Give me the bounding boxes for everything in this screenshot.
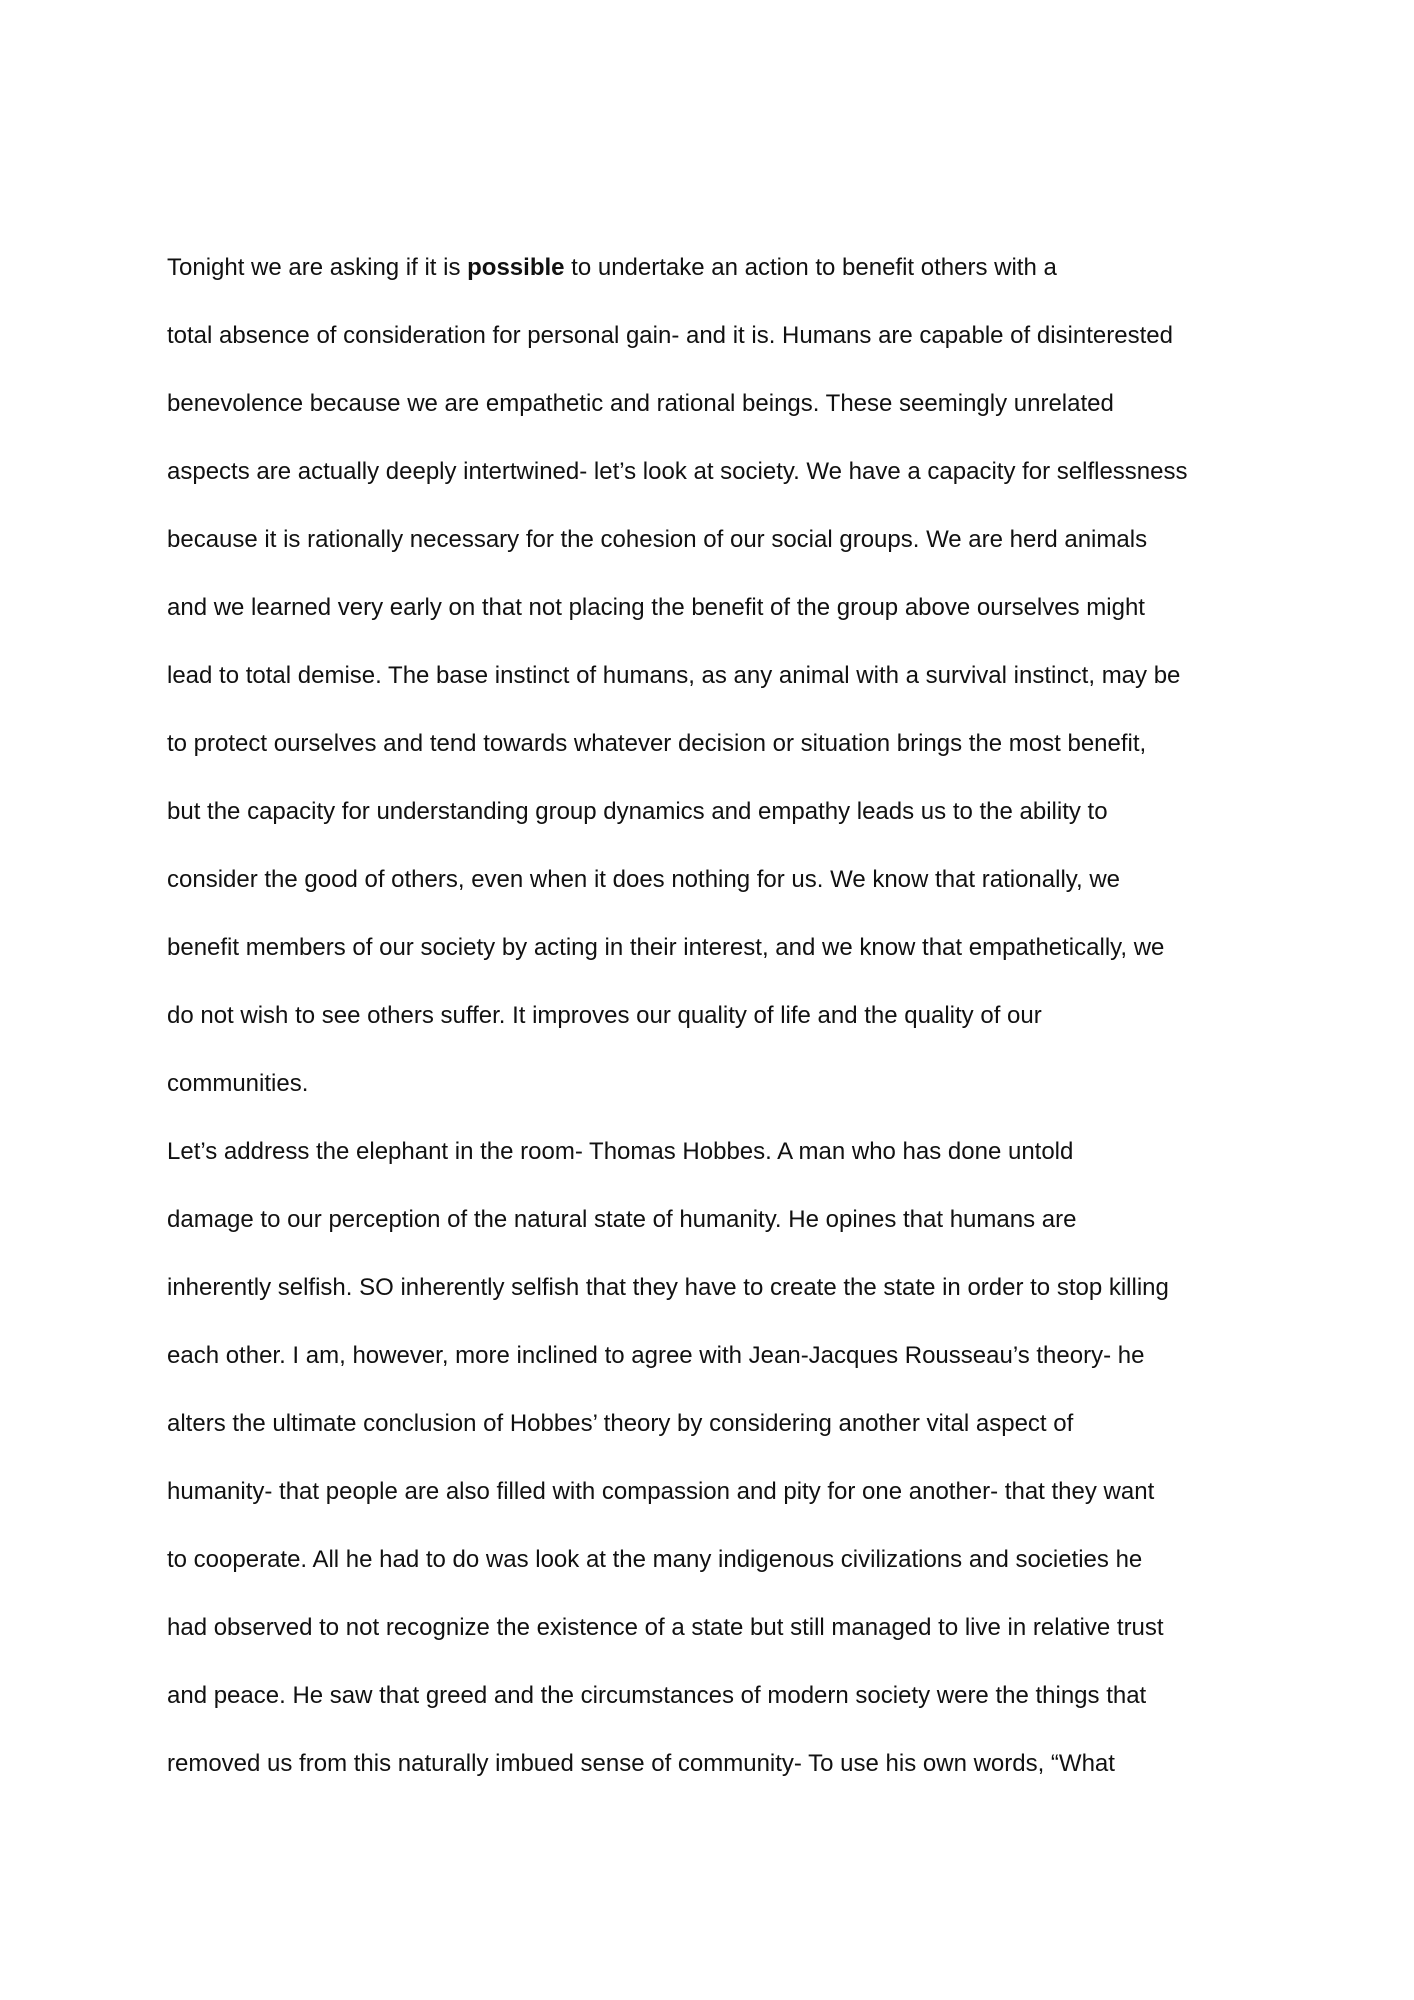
text-line: lead to total demise. The base instinct of humans, as any animal with a survival instinct, may be: [167, 662, 1181, 689]
text-line: humanity- that people are also filled with compassion and pity for one another- that they want: [167, 1478, 1155, 1505]
text-line: and peace. He saw that greed and the circumstances of modern society were the things that: [167, 1682, 1147, 1709]
paragraph-2: [167, 1132, 1267, 1812]
paragraph-1: [167, 248, 1267, 1132]
text-line: because it is rationally necessary for the cohesion of our social groups. We are herd animals: [167, 526, 1148, 553]
text-line: do not wish to see others suffer. It improves our quality of life and the quality of our: [167, 1002, 1042, 1029]
text-line: had observed to not recognize the existence of a state but still managed to live in relative trust: [167, 1614, 1164, 1641]
text-segment: Tonight we are asking if it is: [167, 254, 468, 281]
text-line: benefit members of our society by acting in their interest, and we know that empathetically, we: [167, 934, 1165, 961]
text-line: consider the good of others, even when it does nothing for us. We know that rationally, we: [167, 866, 1121, 893]
text-line: total absence of consideration for personal gain- and it is. Humans are capable of disinterested: [167, 322, 1173, 349]
text-line: removed us from this naturally imbued sense of community- To use his own words, “What: [167, 1750, 1115, 1777]
body-text: [167, 248, 1267, 1812]
text-line: damage to our perception of the natural state of humanity. He opines that humans are: [167, 1206, 1077, 1233]
text-line: to cooperate. All he had to do was look at the many indigenous civilizations and societies he: [167, 1546, 1143, 1573]
text-line: benevolence because we are empathetic and rational beings. These seemingly unrelated: [167, 390, 1114, 417]
text-line: communities.: [167, 1070, 309, 1097]
text-line: but the capacity for understanding group dynamics and empathy leads us to the ability to: [167, 798, 1108, 825]
text-line: to protect ourselves and tend towards whatever decision or situation brings the most benefit,: [167, 730, 1147, 757]
text-line: [167, 248, 1267, 316]
text-line: inherently selfish. SO inherently selfish that they have to create the state in order to stop killing: [167, 1274, 1169, 1301]
text-line: alters the ultimate conclusion of Hobbes’ theory by considering another vital aspect of: [167, 1410, 1074, 1437]
text-line: each other. I am, however, more inclined to agree with Jean-Jacques Rousseau’s theory- he: [167, 1342, 1145, 1369]
emphasis-text: possible: [467, 254, 565, 281]
text-line: Let’s address the elephant in the room- Thomas Hobbes. A man who has done untold: [167, 1138, 1074, 1165]
text-line: aspects are actually deeply intertwined- let’s look at society. We have a capacity for selflessness: [167, 458, 1188, 485]
text-segment: to undertake an action to benefit others with a: [564, 254, 1057, 281]
text-line: and we learned very early on that not placing the benefit of the group above ourselves might: [167, 594, 1145, 621]
